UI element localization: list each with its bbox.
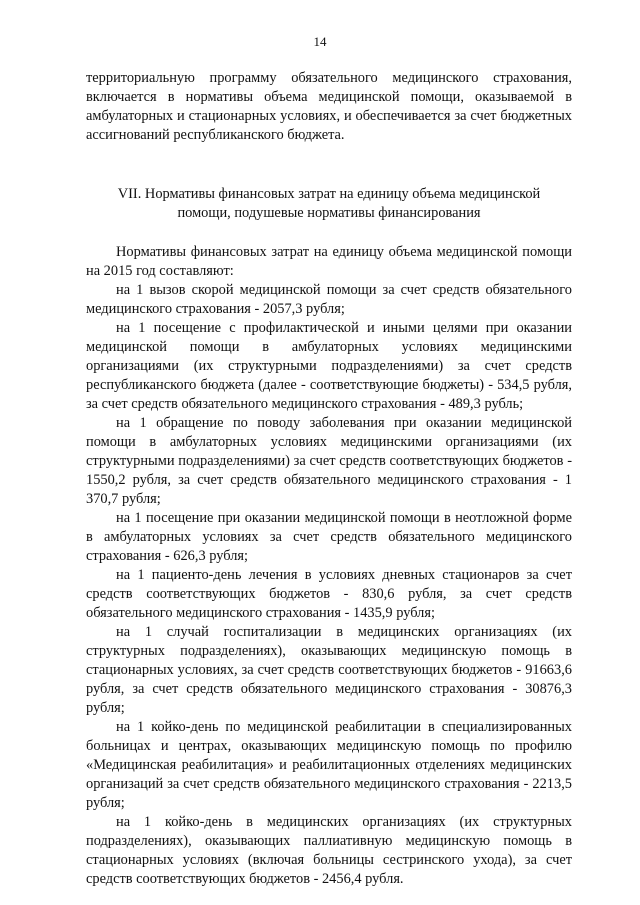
paragraph-urgent-visit: на 1 посещение при оказании медицинской помощи в неотложной форме в амбулаторных условиях за счет средств обязательного медицинского страхования - 626,3 рубля; [86,510,572,564]
page-number: 14 [313,34,327,49]
paragraph-palliative-bed-day: на 1 койко-день в медицинских организациях (их структурных подразделениях), оказывающих паллиативную медицинскую помощь в стационарных условиях (включая больницы сестринского ухода), за счет средств соответствующих бюджетов - 2456,4 рубля. [86,814,572,887]
paragraph-norms-intro: Нормативы финансовых затрат на единицу объема медицинской помощи на 2015 год составляют: [86,244,572,279]
paragraph-rehabilitation-bed-day: на 1 койко-день по медицинской реабилитации в специализированных больницах и центрах, оказывающих медицинскую помощь по профилю «Медицинская реабилитация» и реабилитационных отделениях медицинских организаций за счет средств обязательного медицинского страхования - 2213,5 рубля; [86,719,572,811]
paragraph-ambulance-call: на 1 вызов скорой медицинской помощи за счет средств обязательного медицинского страхования - 2057,3 рубля; [86,282,572,317]
paragraph-hospitalization: на 1 случай госпитализации в медицинских организациях (их структурных подразделениях), оказывающих медицинскую помощь в стационарных условиях, за счет средств соответствующих бюджетов - 91663,6 рубля, за счет средств обязательного медицинского страхования - 30876,3 рубля; [86,624,572,716]
intro-paragraph: территориальную программу обязательного медицинского страхования, включается в нормативы объема медицинской помощи, оказываемой в амбулаторных и стационарных условиях, и обеспечивается за счет бюджетных ассигнований республиканского бюджета. [86,70,572,143]
paragraph-disease-appeal: на 1 обращение по поводу заболевания при оказании медицинской помощи в амбулаторных условиях медицинскими организациями (их структурными подразделениями) за счет средств соответствующих бюджетов - 1550,2 рубля, за счет средств обязательного медицинского страхования - 1 370,7 рубля; [86,415,572,507]
paragraph-preventive-visit: на 1 посещение с профилактической и иными целями при оказании медицинской помощи в амбулаторных условиях медицинскими организациями (их структурными подразделениями) за счет средств республиканского бюджета (далее - соответствующие бюджеты) - 534,5 рубля, за счет средств обязательного медицинского страхования - 489,3 рубль; [86,320,572,412]
section-heading: VII. Нормативы финансовых затрат на единицу объема медицинской помощи, подушевые нормативы финансирования [117,186,541,221]
paragraph-day-hospital: на 1 пациенто-день лечения в условиях дневных стационаров за счет средств соответствующих бюджетов - 830,6 рубля, за счет средств обязательного медицинского страхования - 1435,9 рубля; [86,567,572,621]
document-body [86,69,572,889]
